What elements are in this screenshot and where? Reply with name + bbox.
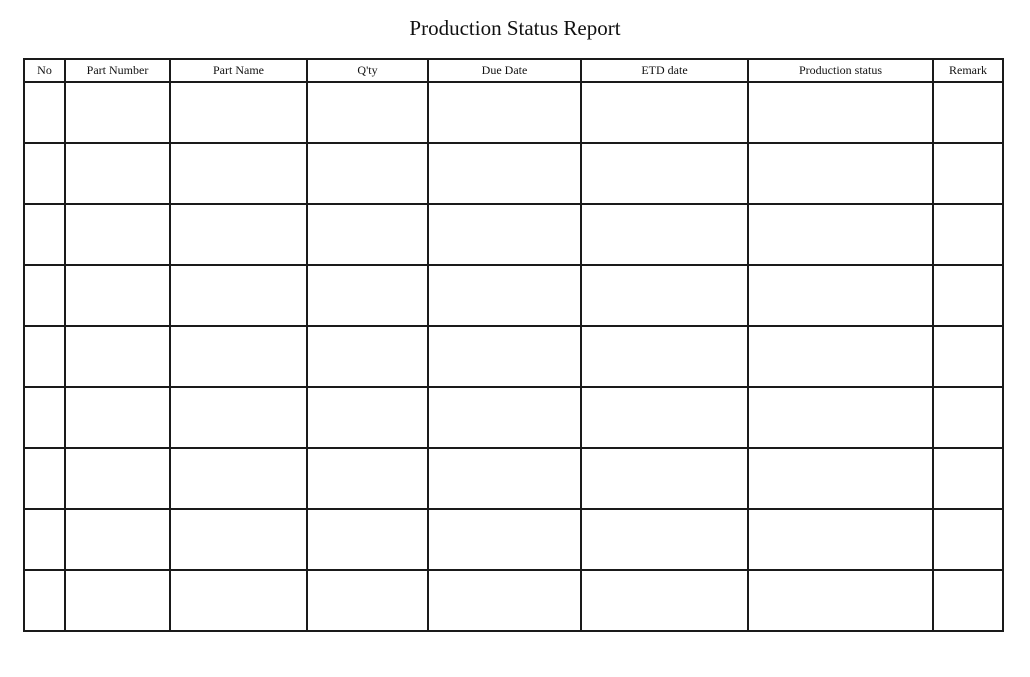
cell-etd-date[interactable] [581, 143, 748, 204]
cell-due-date[interactable] [428, 326, 581, 387]
table-row [24, 265, 1003, 326]
table-row [24, 387, 1003, 448]
cell-qty[interactable] [307, 387, 428, 448]
cell-remark[interactable] [933, 570, 1003, 631]
column-header-part-number: Part Number [65, 59, 170, 82]
cell-etd-date[interactable] [581, 570, 748, 631]
cell-part-number[interactable] [65, 265, 170, 326]
cell-production-status[interactable] [748, 82, 933, 143]
cell-part-number[interactable] [65, 570, 170, 631]
cell-remark[interactable] [933, 143, 1003, 204]
cell-no[interactable] [24, 265, 65, 326]
cell-part-name[interactable] [170, 326, 307, 387]
cell-remark[interactable] [933, 387, 1003, 448]
cell-remark[interactable] [933, 326, 1003, 387]
cell-etd-date[interactable] [581, 326, 748, 387]
cell-part-name[interactable] [170, 143, 307, 204]
table-row [24, 448, 1003, 509]
table-row [24, 143, 1003, 204]
cell-part-number[interactable] [65, 143, 170, 204]
column-header-production-status: Production status [748, 59, 933, 82]
cell-production-status[interactable] [748, 509, 933, 570]
cell-qty[interactable] [307, 82, 428, 143]
cell-no[interactable] [24, 509, 65, 570]
cell-due-date[interactable] [428, 204, 581, 265]
cell-etd-date[interactable] [581, 509, 748, 570]
table-row [24, 204, 1003, 265]
cell-part-name[interactable] [170, 448, 307, 509]
cell-part-number[interactable] [65, 204, 170, 265]
cell-etd-date[interactable] [581, 265, 748, 326]
cell-part-number[interactable] [65, 448, 170, 509]
cell-due-date[interactable] [428, 570, 581, 631]
cell-remark[interactable] [933, 448, 1003, 509]
table-row [24, 570, 1003, 631]
column-header-etd-date: ETD date [581, 59, 748, 82]
table-row [24, 326, 1003, 387]
cell-qty[interactable] [307, 448, 428, 509]
cell-remark[interactable] [933, 204, 1003, 265]
cell-due-date[interactable] [428, 265, 581, 326]
cell-no[interactable] [24, 448, 65, 509]
report-title: Production Status Report [409, 16, 621, 40]
cell-due-date[interactable] [428, 143, 581, 204]
header-row [24, 59, 1003, 82]
cell-remark[interactable] [933, 82, 1003, 143]
column-header-due-date: Due Date [428, 59, 581, 82]
cell-no[interactable] [24, 326, 65, 387]
production-status-table [23, 58, 1004, 632]
cell-production-status[interactable] [748, 570, 933, 631]
cell-due-date[interactable] [428, 448, 581, 509]
cell-part-name[interactable] [170, 570, 307, 631]
cell-due-date[interactable] [428, 509, 581, 570]
cell-part-name[interactable] [170, 265, 307, 326]
cell-part-name[interactable] [170, 82, 307, 143]
cell-no[interactable] [24, 204, 65, 265]
column-header-qty: Q'ty [307, 59, 428, 82]
column-header-remark: Remark [933, 59, 1003, 82]
cell-remark[interactable] [933, 265, 1003, 326]
cell-remark[interactable] [933, 509, 1003, 570]
cell-production-status[interactable] [748, 326, 933, 387]
cell-part-name[interactable] [170, 509, 307, 570]
cell-qty[interactable] [307, 326, 428, 387]
column-header-no: No [24, 59, 65, 82]
cell-due-date[interactable] [428, 82, 581, 143]
cell-part-number[interactable] [65, 82, 170, 143]
cell-qty[interactable] [307, 204, 428, 265]
cell-production-status[interactable] [748, 448, 933, 509]
cell-qty[interactable] [307, 265, 428, 326]
cell-due-date[interactable] [428, 387, 581, 448]
cell-no[interactable] [24, 82, 65, 143]
cell-qty[interactable] [307, 570, 428, 631]
cell-etd-date[interactable] [581, 387, 748, 448]
cell-production-status[interactable] [748, 204, 933, 265]
cell-production-status[interactable] [748, 143, 933, 204]
cell-qty[interactable] [307, 509, 428, 570]
cell-no[interactable] [24, 570, 65, 631]
cell-part-number[interactable] [65, 387, 170, 448]
cell-qty[interactable] [307, 143, 428, 204]
cell-no[interactable] [24, 143, 65, 204]
cell-etd-date[interactable] [581, 82, 748, 143]
cell-no[interactable] [24, 387, 65, 448]
cell-production-status[interactable] [748, 265, 933, 326]
cell-etd-date[interactable] [581, 204, 748, 265]
cell-part-name[interactable] [170, 387, 307, 448]
cell-part-name[interactable] [170, 204, 307, 265]
cell-etd-date[interactable] [581, 448, 748, 509]
cell-part-number[interactable] [65, 326, 170, 387]
table-row [24, 82, 1003, 143]
cell-production-status[interactable] [748, 387, 933, 448]
column-header-part-name: Part Name [170, 59, 307, 82]
table-row [24, 509, 1003, 570]
cell-part-number[interactable] [65, 509, 170, 570]
